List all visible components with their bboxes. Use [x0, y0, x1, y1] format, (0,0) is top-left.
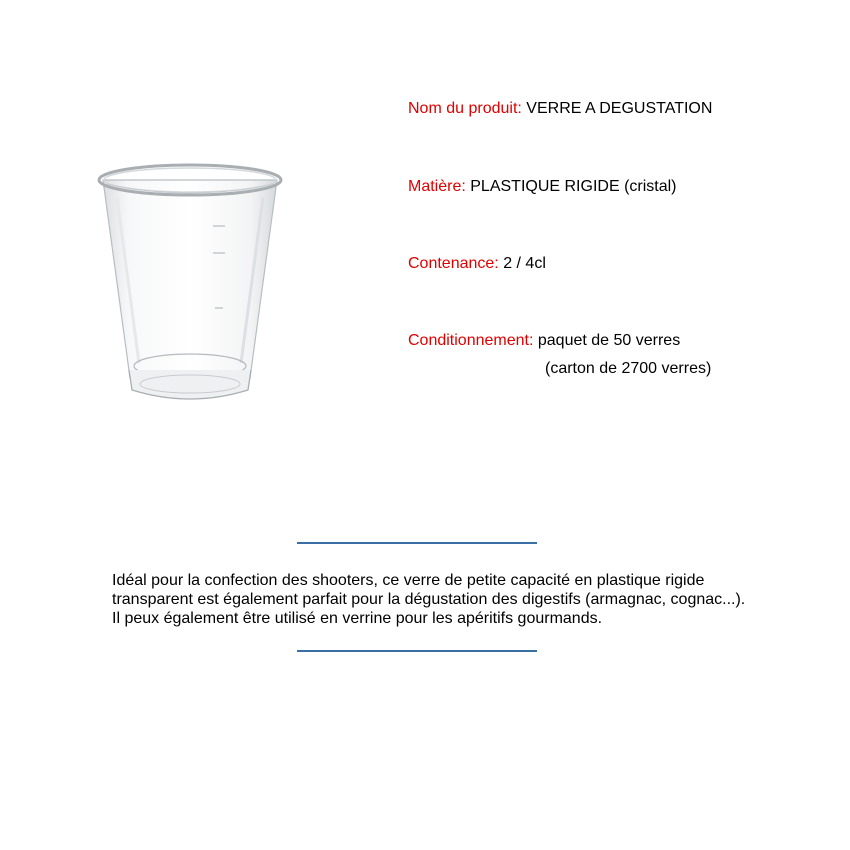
- divider-top: [297, 542, 537, 544]
- product-description: [112, 571, 812, 628]
- product-name-value: VERRE A DEGUSTATION: [526, 100, 713, 117]
- divider-bottom: [297, 650, 537, 652]
- packaging-carton-note: (carton de 2700 verres): [545, 360, 712, 377]
- description-line: Idéal pour la confection des shooters, ce verre de petite capacité en plastique rigide: [112, 572, 705, 589]
- product-name-row: [408, 99, 712, 118]
- plastic-shot-glass-icon: [95, 158, 285, 408]
- packaging-row: [408, 331, 680, 350]
- capacity-value: 2 / 4cl: [503, 255, 546, 272]
- description-line: transparent est également parfait pour la dégustation des digestifs (armagnac, cognac...).: [112, 591, 746, 608]
- description-line: Il peux également être utilisé en verrine pour les apéritifs gourmands.: [112, 610, 603, 627]
- packaging-label: Conditionnement:: [408, 332, 534, 349]
- capacity-label: Contenance:: [408, 255, 499, 272]
- material-label: Matière:: [408, 178, 466, 195]
- packaging-value: paquet de 50 verres: [537, 332, 681, 349]
- capacity-row: [408, 254, 546, 273]
- material-row: [408, 177, 677, 196]
- product-name-label: Nom du produit:: [408, 100, 522, 117]
- material-value: PLASTIQUE RIGIDE (cristal): [470, 178, 677, 195]
